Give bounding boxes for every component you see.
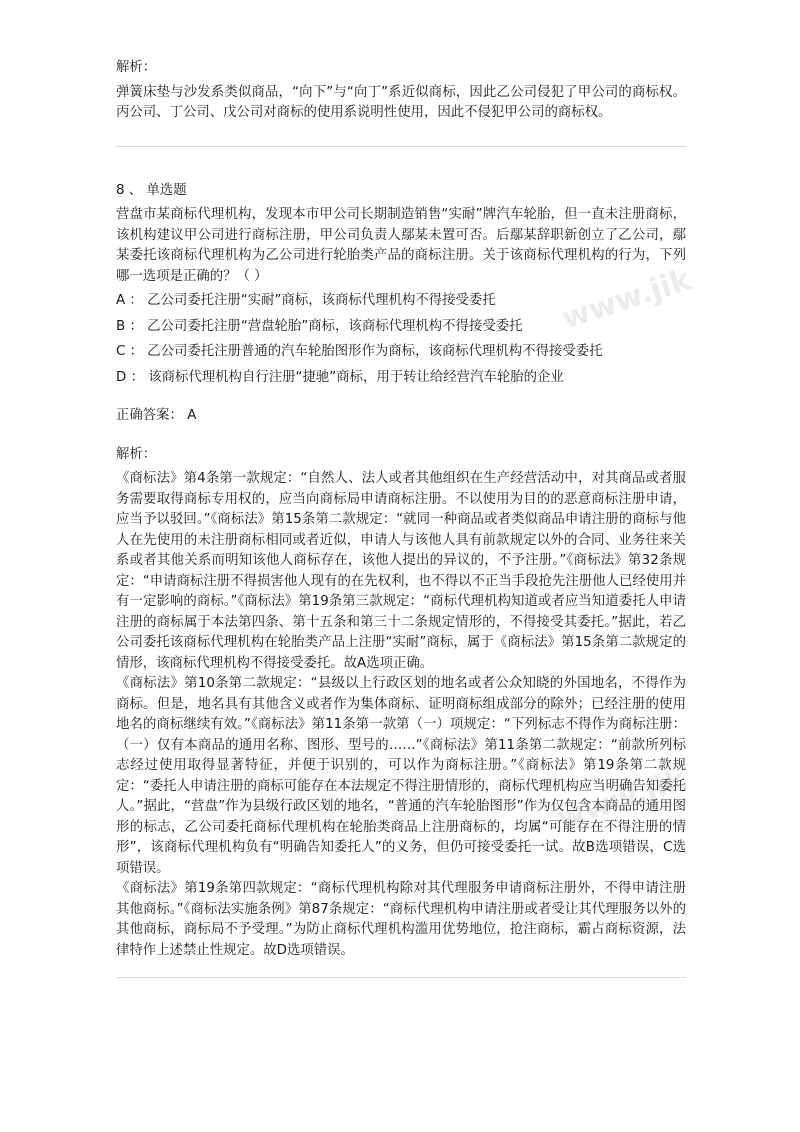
analysis-paragraph-3: 《商标法》第19条第四款规定：“商标代理机构除对其代理服务申请商标注册外，不得申请注册其他商标。”《商标法实施条例》第87条规定：“商标代理机构申请注册或者受让其代理服务以外的其他商标，商标局不予受理。”为防止商标代理机构滥用优势地位，抢注商标，霸占商标资源，法律特作上述禁止性规定。故D选项错误。 <box>116 881 686 958</box>
divider-bottom <box>116 977 686 978</box>
watermark-2: www.jik <box>552 762 691 837</box>
option-b: B ： 乙公司委托注册“营盘轮胎”商标，该商标代理机构不得接受委托 <box>116 318 523 334</box>
section1-label: 解析： <box>116 60 157 75</box>
options-list <box>116 291 686 388</box>
question-stem: 营盘市某商标代理机构，发现本市甲公司长期制造销售“实耐”牌汽车轮胎，但一直未注册商标，该机构建议甲公司进行商标注册，甲公司负责人鄢某未置可否。后鄢某辞职新创立了乙公司，鄢某委托该商标代理机构为乙公司进行轮胎类产品的商标注册。关于该商标代理机构的行为，下列哪一选项是正确的？（ ） <box>116 207 686 284</box>
question-type: 8 、 单选题 <box>116 182 187 198</box>
section1-text: 弹簧床垫与沙发系类似商品，“向下”与“向丁”系近似商标，因此乙公司侵犯了甲公司的商标权。丙公司、丁公司、戊公司对商标的使用系说明性使用，因此不侵犯甲公司的商标权。 <box>116 84 686 120</box>
analysis-paragraph-1: 《商标法》第4条第一款规定：“自然人、法人或者其他组织在生产经营活动中，对其商品或者服务需要取得商标专用权的，应当向商标局申请商标注册。不以使用为目的的恶意商标注册申请，应当予以驳回。”《商标法》第15条第二款规定：“就同一种商品或者类似商品申请注册的商标与他人在先使用的未注册商标相同或者近似，申请人与该他人具有前款规定以外的合同、业务往来关系或者其他关系而明知该他人商标存在，该他人提出的异议的，不予注册。”《商标法》第32条规定：“申请商标注册不得损害他人现有的在先权利，也不得以不正当手段抢先注册他人已经使用并有一定影响的商标。”《商标法》第19条第三款规定：“商标代理机构知道或者应当知道委托人申请注册的商标属于本法第四条、第十五条和第三十二条规定情形的，不得接受其委托。”据此，若乙公司委托该商标代理机构在轮胎类产品上注册“实耐”商标，属于《商标法》第15条第二款规定的情形，该商标代理机构不得接受委托。故A选项正确。 <box>116 471 686 671</box>
option-d: D ： 该商标代理机构自行注册“捷驰”商标，用于转让给经营汽车轮胎的企业 <box>116 369 564 385</box>
divider-top <box>116 146 686 147</box>
option-a: A ： 乙公司委托注册“实耐”商标，该商标代理机构不得接受委托 <box>116 293 496 308</box>
analysis-label: 解析： <box>116 446 157 462</box>
analysis-paragraph-2: 《商标法》第10条第二款规定：“县级以上行政区划的地名或者公众知晓的外国地名，不得作为商标。但是，地名具有其他含义或者作为集体商标、证明商标组成部分的除外；已经注册的使用地名的商标继续有效。”《商标法》第11条第一款第（一）项规定：“下列标志不得作为商标注册：（一）仅有本商品的通用名称、图形、型号的……”《商标法》第11条第二款规定：“前款所列标志经过使用取得显著特征，并便于识别的，可以作为商标注册。”《商标法》第19条第二款规定：“委托人申请注册的商标可能存在本法规定不得注册情形的，商标代理机构应当明确告知委托人。”据此，“营盘”作为县级行政区划的地名，“普通的汽车轮胎图形”作为仅包含本商品的通用图形的标志，乙公司委托商标代理机构在轮胎类商品上注册商标的，均属“可能存在不得注册的情形”，该商标代理机构负有“明确告知委托人”的义务，但仍可接受委托一试。故B选项错误，C选项错误。 <box>116 676 686 876</box>
correct-answer: 正确答案： A <box>116 408 197 423</box>
watermark-1: www.jik <box>557 262 696 337</box>
document-page <box>116 58 691 978</box>
option-c: C ： 乙公司委托注册普通的汽车轮胎图形作为商标，该商标代理机构不得接受委托 <box>116 344 603 359</box>
